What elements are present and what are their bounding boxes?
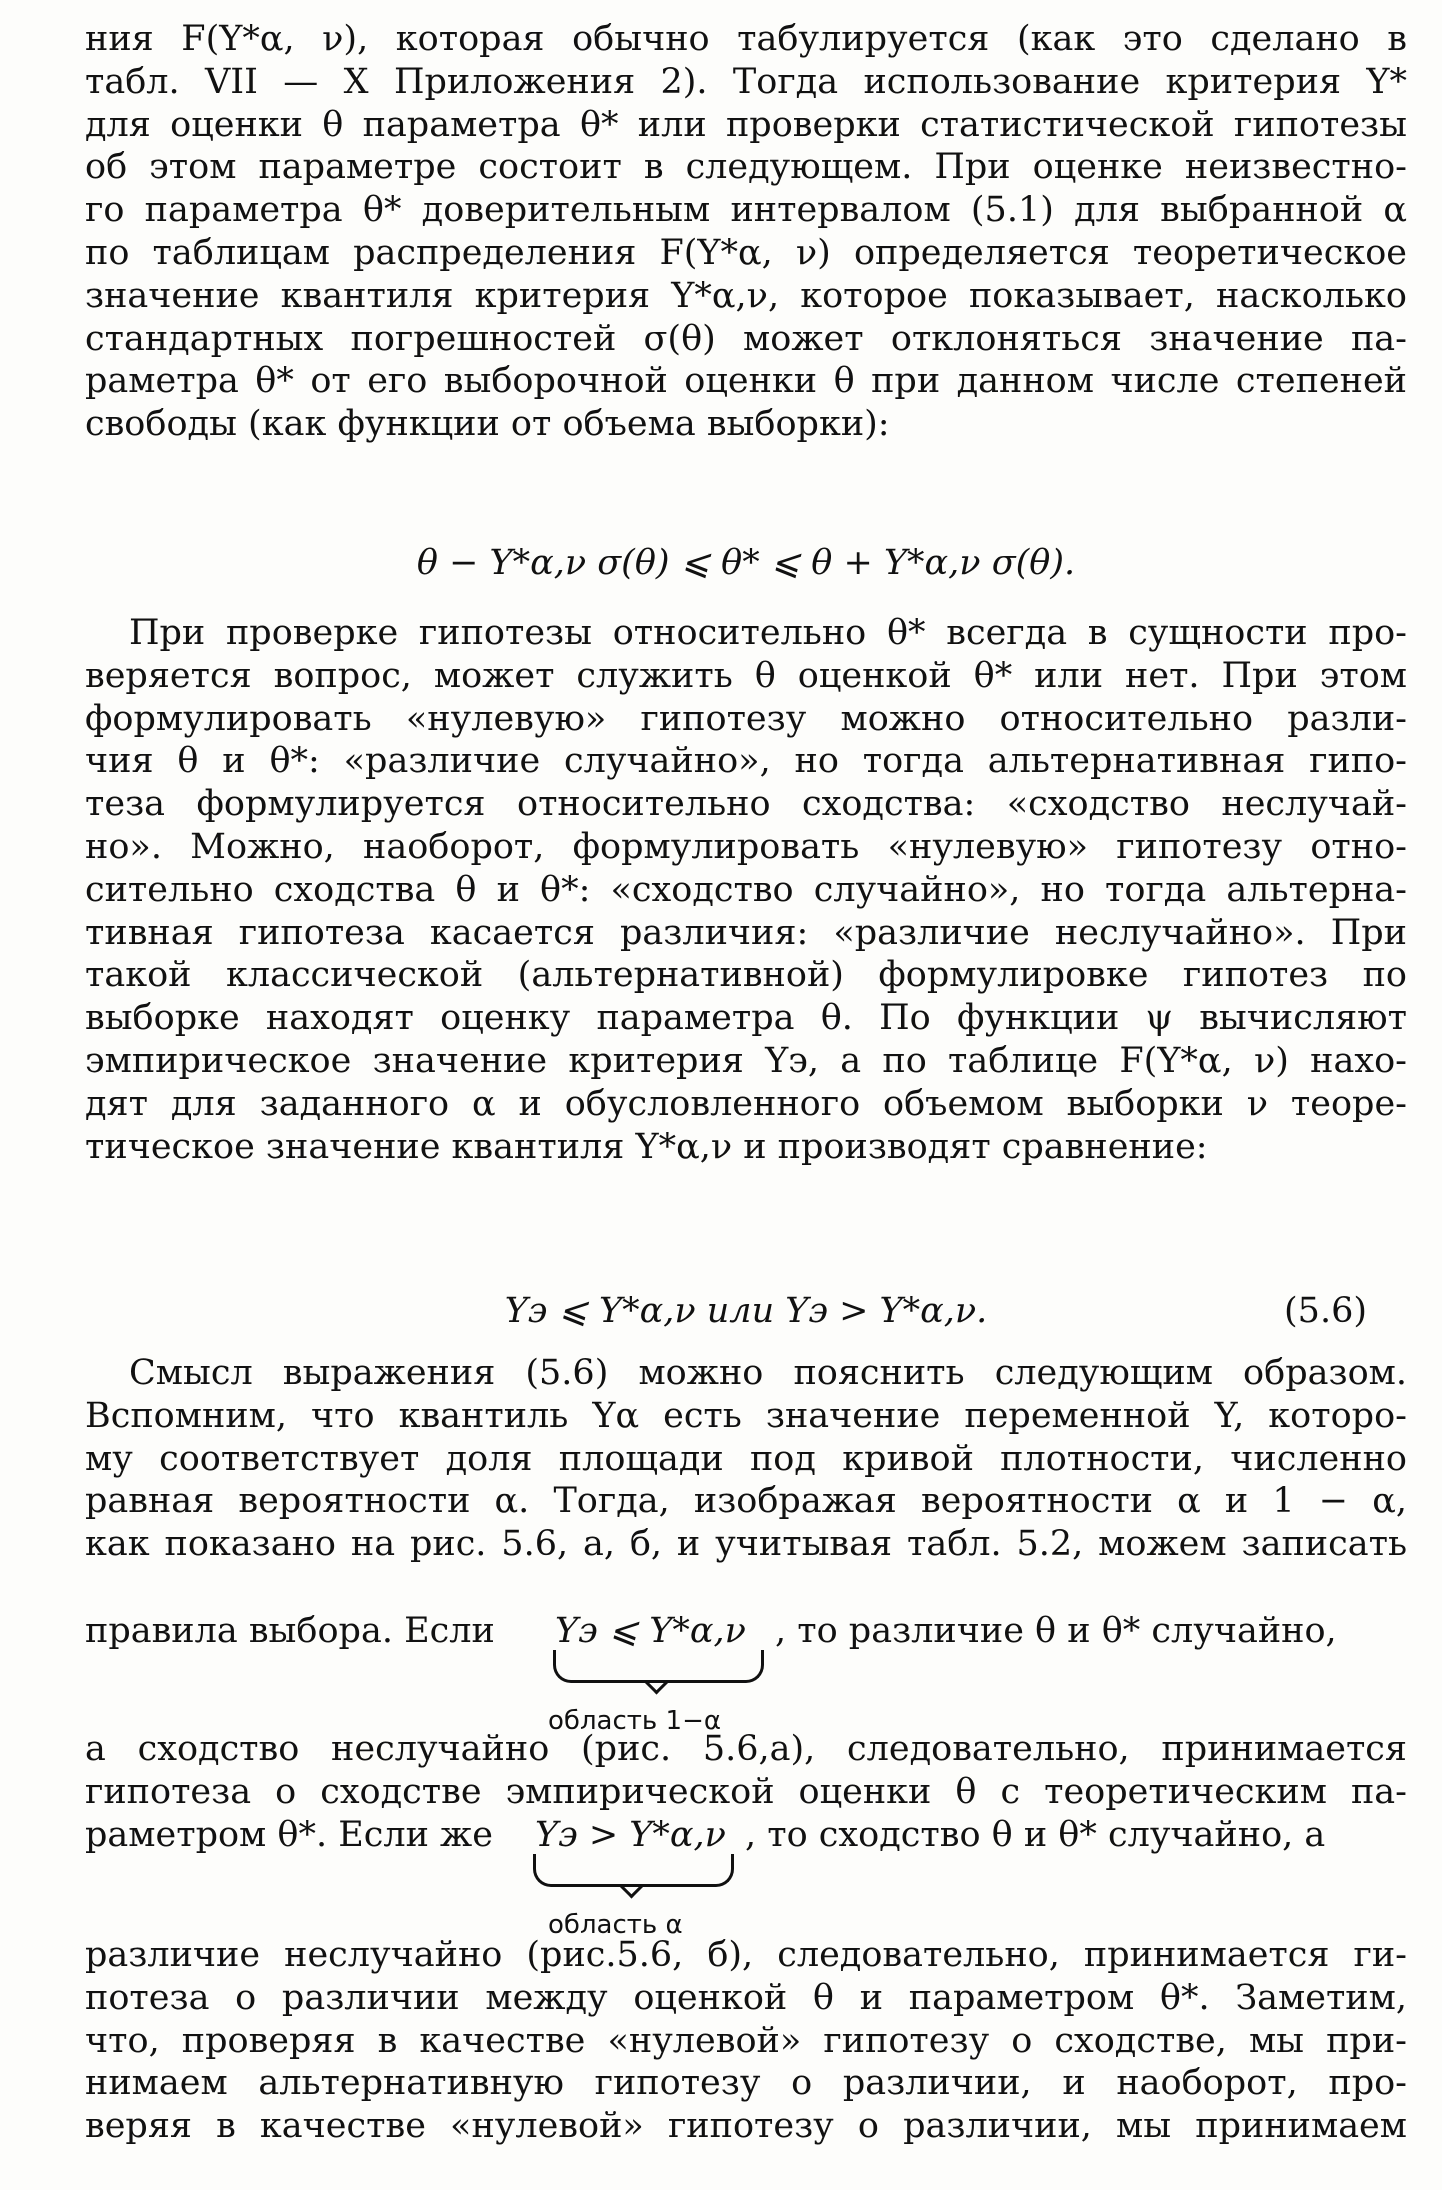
equation-number: (5.6) [1284, 1291, 1367, 1331]
text-line: ния F(Y*α, ν), которая обычно табулируется (как это сделано в [85, 19, 1407, 59]
paragraph-4 [85, 1728, 1407, 1814]
text-line: значение квантиля критерия Y*α,ν, которое показывает, насколько [85, 275, 1407, 316]
underbrace-1-label: область 1−α [548, 1706, 721, 1736]
text-line: сительно сходства θ и θ*: «сходство случайно», но тогда альтерна- [85, 869, 1407, 910]
text-line: потеза о различии между оценкой θ и параметром θ*. Заметим, [85, 1977, 1407, 2018]
paragraph-2 [85, 612, 1407, 1168]
text-line: табл. VII — X Приложения 2). Тогда использование критерия Y* [85, 61, 1407, 102]
text-line: равная вероятности α. Тогда, изображая вероятности α и 1 − α, [85, 1481, 1407, 1522]
text-line: му соответствует доля площади под кривой плотности, численно [85, 1438, 1407, 1479]
text-line: Смысл выражения (5.6) можно пояснить следующим образом. [129, 1353, 1407, 1393]
text-line: го параметра θ* доверительным интервалом (5.1) для выбранной α [85, 190, 1407, 231]
text-line: по таблицам распределения F(Y*α, ν) определяется теоретическое [85, 232, 1407, 273]
paragraph-3 [85, 1352, 1407, 1566]
text-line: теза формулируется относительно сходства: «сходство неслучай- [85, 784, 1407, 825]
text-line: раметра θ* от его выборочной оценки θ при данном числе степеней [85, 361, 1407, 402]
text-line: что, проверяя в качестве «нулевой» гипотезу о сходстве, мы при- [85, 2020, 1407, 2061]
text-line: такой классической (альтернативной) формулировке гипотез по [85, 955, 1407, 996]
brace-line-1-expression: Yэ ⩽ Y*α,ν [555, 1611, 746, 1651]
paragraph-5 [85, 1934, 1407, 2148]
text-line: тическое значение квантиля Y*α,ν и производят сравнение: [85, 1126, 1208, 1167]
text-line: стандартных погрешностей σ(θ) может отклоняться значение па- [85, 318, 1407, 359]
text-line: При проверке гипотезы относительно θ* всегда в сущности про- [129, 613, 1407, 653]
text-line: эмпирическое значение критерия Yэ, а по таблице F(Y*α, ν) нахо- [85, 1040, 1407, 1081]
equation-confidence-interval: θ − Y*α,ν σ(θ) ⩽ θ* ⩽ θ + Y*α,ν σ(θ). [416, 543, 1076, 583]
brace-line-2-before: раметром θ*. Если же [85, 1815, 493, 1855]
text-line: чия θ и θ*: «различие случайно», но тогда альтернативная гипо- [85, 741, 1407, 782]
text-line: но». Можно, наоборот, формулировать «нулевую» гипотезу отно- [85, 826, 1407, 867]
text-line: для оценки θ параметра θ* или проверки статистической гипотезы [85, 104, 1407, 145]
text-line: как показано на рис. 5.6, а, б, и учитывая табл. 5.2, можем записать [85, 1524, 1407, 1565]
equation-5-6-body: Yэ ⩽ Y*α,ν или Yэ > Y*α,ν. [504, 1291, 988, 1331]
text-line: веряется вопрос, может служить θ оценкой θ* или нет. При этом [85, 655, 1407, 696]
paragraph-1 [85, 18, 1407, 446]
underbrace-2-label: область α [548, 1910, 683, 1940]
brace-line-2-after: , то сходство θ и θ* случайно, а [745, 1815, 1326, 1855]
brace-line-1-before: правила выбора. Если [85, 1611, 495, 1651]
brace-line-1-after: , то различие θ и θ* случайно, [775, 1611, 1337, 1651]
brace-line-2-expression: Yэ > Y*α,ν [535, 1815, 726, 1855]
text-line: веряя в качестве «нулевой» гипотезу о различии, мы принимаем [85, 2106, 1407, 2147]
text-line: тивная гипотеза касается различия: «различие неслучайно». При [85, 912, 1407, 953]
text-line: а сходство неслучайно (рис. 5.6,а), следовательно, принимается [85, 1729, 1407, 1769]
text-line: об этом параметре состоит в следующем. При оценке неизвестно- [85, 147, 1407, 188]
text-line: гипотеза о сходстве эмпирической оценки θ с теоретическим па- [85, 1771, 1407, 1812]
text-line: выборке находят оценку параметра θ. По функции ψ вычисляют [85, 998, 1407, 1039]
text-line: различие неслучайно (рис.5.6, б), следовательно, принимается ги- [85, 1935, 1407, 1975]
text-line: дят для заданного α и обусловленного объемом выборки ν теоре- [85, 1083, 1407, 1124]
text-line: Вспомним, что квантиль Yα есть значение переменной Y, которо- [85, 1395, 1407, 1436]
text-line: свободы (как функции от объема выборки): [85, 404, 890, 445]
text-line: формулировать «нулевую» гипотезу можно относительно разли- [85, 698, 1407, 739]
equation-5-6 [85, 1290, 1407, 1333]
text-line: нимаем альтернативную гипотезу о различии, и наоборот, про- [85, 2063, 1407, 2104]
